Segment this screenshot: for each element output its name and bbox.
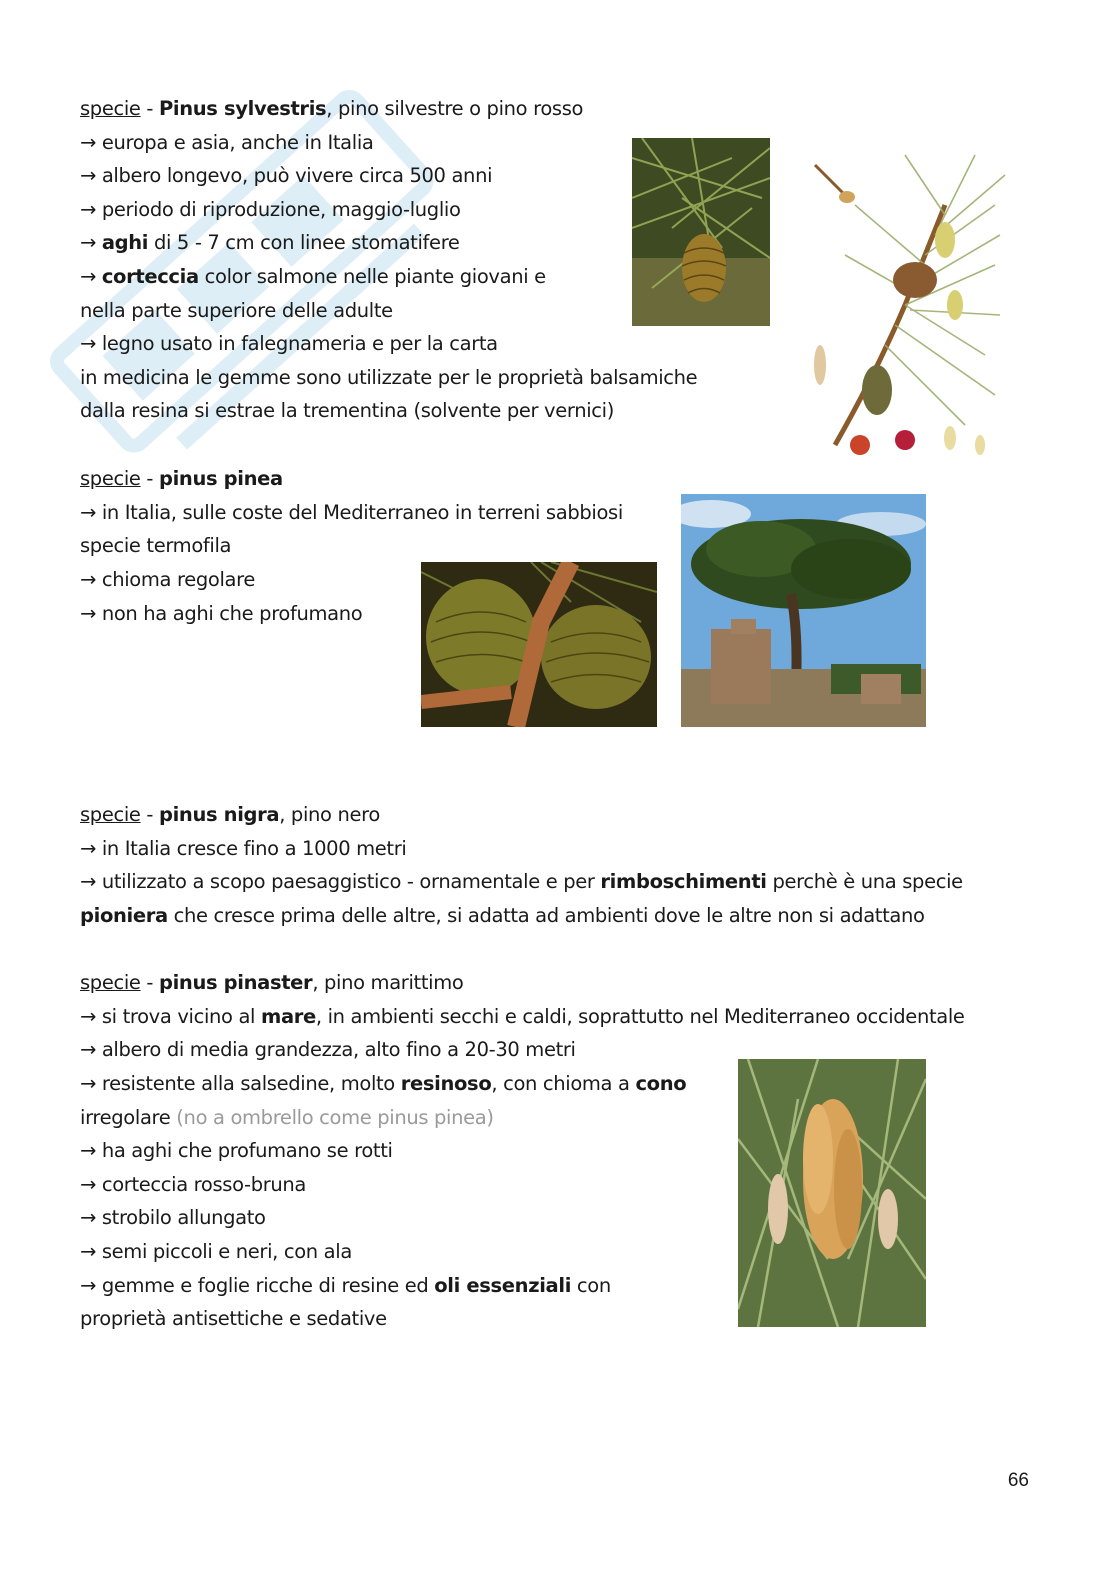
text-line: → corteccia rosso-bruna xyxy=(80,1173,307,1196)
text-line: in medicina le gemme sono utilizzate per le proprietà balsamiche xyxy=(80,366,698,389)
text-line: nella parte superiore delle adulte xyxy=(80,299,393,322)
section-heading-pinus-sylvestris: specie - Pinus sylvestris, pino silvestre o pino rosso xyxy=(80,97,584,120)
text-line: → albero longevo, può vivere circa 500 anni xyxy=(80,164,493,187)
text-line: → in Italia, sulle coste del Mediterraneo in terreni sabbiosi xyxy=(80,501,623,524)
text-line: dalla resina si estrae la trementina (solvente per vernici) xyxy=(80,399,614,422)
text-line: → legno usato in falegnameria e per la carta xyxy=(80,332,498,355)
text-line: → albero di media grandezza, alto fino a 20-30 metri xyxy=(80,1038,576,1061)
text-line: → ha aghi che profumano se rotti xyxy=(80,1139,393,1162)
text-line: → aghi di 5 - 7 cm con linee stomatifere xyxy=(80,231,460,254)
text-line: → europa e asia, anche in Italia xyxy=(80,131,374,154)
text-line: pioniera che cresce prima delle altre, si adatta ad ambienti dove le altre non si adattano xyxy=(80,904,925,927)
text-line: → gemme e foglie ricche di resine ed oli essenziali con xyxy=(80,1274,611,1297)
text-line: → utilizzato a scopo paesaggistico - ornamentale e per rimboschimenti perchè è una specie xyxy=(80,870,963,893)
photo-pinus-sylvestris-cone xyxy=(632,138,770,326)
text-line: → chioma regolare xyxy=(80,568,256,591)
section-heading-pinus-pinaster: specie - pinus pinaster, pino marittimo xyxy=(80,971,464,994)
page-number: 66 xyxy=(1007,1470,1029,1491)
text-line: → in Italia cresce fino a 1000 metri xyxy=(80,837,407,860)
text-line: → resistente alla salsedine, molto resinoso, con chioma a cono xyxy=(80,1072,687,1095)
text-line: → semi piccoli e neri, con ala xyxy=(80,1240,352,1263)
section-heading-pinus-nigra: specie - pinus nigra, pino nero xyxy=(80,803,380,826)
text-line: → si trova vicino al mare, in ambienti secchi e caldi, soprattutto nel Mediterraneo occidentale xyxy=(80,1005,965,1028)
illustration-pinus-sylvestris xyxy=(795,145,1007,470)
text-line: → non ha aghi che profumano xyxy=(80,602,363,625)
photo-pinus-pinaster-cones xyxy=(738,1059,926,1327)
text-line: specie termofila xyxy=(80,534,232,557)
text-line: → periodo di riproduzione, maggio-luglio xyxy=(80,198,461,221)
photo-pinus-pinea-cones xyxy=(421,562,657,727)
text-line: irregolare (no a ombrello come pinus pinea) xyxy=(80,1106,494,1129)
photo-pinus-pinea-tree xyxy=(681,494,926,727)
section-heading-pinus-pinea: specie - pinus pinea xyxy=(80,467,283,490)
text-line: → corteccia color salmone nelle piante giovani e xyxy=(80,265,546,288)
text-line: proprietà antisettiche e sedative xyxy=(80,1307,387,1330)
text-line: → strobilo allungato xyxy=(80,1206,266,1229)
